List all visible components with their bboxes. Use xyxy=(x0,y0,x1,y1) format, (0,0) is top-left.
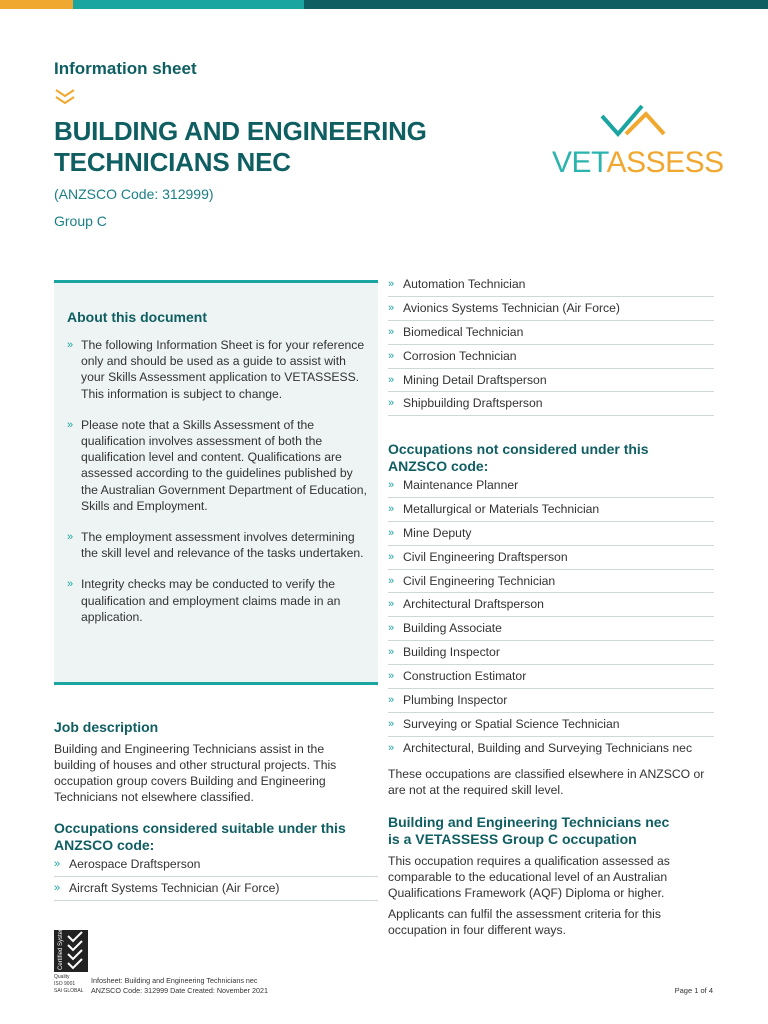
list-item: » Mining Detail Draftsperson xyxy=(388,369,714,393)
bullet-icon: » xyxy=(388,741,395,754)
job-text: Building and Engineering Technicians assist in the building of houses and other structural projects. This occupation group covers Building and Engineering Technicians not elsewhere classified. xyxy=(54,742,337,804)
top-bar-dark xyxy=(304,0,768,9)
group-c-para-2: Applicants can fulfil the assessment criteria for this occupation in four different ways. xyxy=(388,907,661,937)
list-item: » The following Information Sheet is for your reference only and should be used as a guide to assist with your Skills Assessment application to VETASSESS. This information is subject to change. xyxy=(67,338,365,401)
not-considered-heading: Occupations not considered under this ANZSCO code: xyxy=(388,441,649,474)
certified-system-mark xyxy=(54,930,88,972)
bullet-icon: » xyxy=(388,550,395,563)
info-sheet-label: Information sheet xyxy=(54,59,197,78)
bullet-icon: » xyxy=(388,622,395,635)
about-box xyxy=(54,280,378,685)
bullet-icon: » xyxy=(388,598,395,611)
job-heading: Job description xyxy=(54,719,159,735)
cert-quality: Quality xyxy=(54,974,70,980)
not-considered-note: These occupations are classified elsewhere in ANZSCO or are not at the required skill level. xyxy=(388,767,705,797)
bullet-icon: » xyxy=(67,578,74,591)
suitable-list-right xyxy=(388,273,714,416)
list-item: » Architectural, Building and Surveying Technicians nec xyxy=(388,737,714,761)
anzsco-code: (ANZSCO Code: 312999) xyxy=(54,186,214,202)
cert-iso: ISO 9001 xyxy=(54,981,76,987)
suitable-list-left xyxy=(54,853,378,901)
bullet-icon: » xyxy=(54,881,61,894)
bullet-icon: » xyxy=(388,694,395,707)
cert-sai: SAI GLOBAL xyxy=(54,988,84,994)
bullet-icon: » xyxy=(388,278,395,290)
top-bar-teal xyxy=(73,0,304,9)
logo-assess: ASSESS xyxy=(606,146,724,179)
title-line-1: BUILDING AND ENGINEERING xyxy=(54,116,427,146)
bullet-icon: » xyxy=(388,574,395,587)
logo-vet: VET xyxy=(552,146,607,179)
about-heading: About this document xyxy=(67,309,207,325)
vetassess-logo xyxy=(552,102,724,182)
bullet-icon: » xyxy=(388,301,395,314)
bullet-icon: » xyxy=(54,858,61,870)
chevron-down-icon xyxy=(54,88,76,106)
not-considered-list xyxy=(388,474,714,761)
list-item: » Surveying or Spatial Science Technician xyxy=(388,713,714,737)
certification-badge xyxy=(54,930,88,998)
bullet-icon: » xyxy=(388,373,395,386)
bullet-icon: » xyxy=(388,670,395,683)
bullet-icon: » xyxy=(388,397,395,410)
list-item: » Corrosion Technician xyxy=(388,345,714,369)
list-item: » Civil Engineering Technician xyxy=(388,570,714,594)
list-item: » Construction Estimator xyxy=(388,665,714,689)
list-item: » The employment assessment involves determining the skill level and relevance of the tasks undertaken. xyxy=(67,530,364,561)
bullet-icon: » xyxy=(67,339,74,351)
bullet-icon: » xyxy=(388,646,395,659)
about-list xyxy=(67,337,367,640)
cert-label-1: Certified System xyxy=(58,930,64,970)
bullet-icon: » xyxy=(388,526,395,539)
bullet-icon: » xyxy=(67,531,74,544)
list-item: » Biomedical Technician xyxy=(388,321,714,345)
bullet-icon: » xyxy=(67,418,74,431)
logo-wordmark xyxy=(552,146,724,180)
list-item: » Automation Technician xyxy=(388,273,714,297)
group-c-para-1: This occupation requires a qualification assessed as comparable to the educational level of an Australian Qualifications Framework (AQF) Diploma or higher. xyxy=(388,854,670,900)
footer-line-1: Infosheet: Building and Engineering Technicians nec xyxy=(91,976,258,985)
top-color-bar xyxy=(0,0,768,9)
list-item: » Civil Engineering Draftsperson xyxy=(388,546,714,570)
bullet-icon: » xyxy=(388,479,395,491)
page-number: Page 1 of 4 xyxy=(674,986,713,995)
list-item: » Aerospace Draftsperson xyxy=(54,853,378,877)
title-line-2: TECHNICIANS NEC xyxy=(54,147,291,177)
footer-line-2: ANZSCO Code: 312999 Date Created: November 2021 xyxy=(91,985,268,995)
checkmarks-icon xyxy=(54,930,88,972)
list-item: » Plumbing Inspector xyxy=(388,689,714,713)
footer xyxy=(91,976,268,995)
group-label: Group C xyxy=(54,213,107,229)
list-item: » Integrity checks may be conducted to verify the qualification and employment claims made in an application. xyxy=(67,577,341,624)
list-item: » Building Inspector xyxy=(388,641,714,665)
list-item: » Building Associate xyxy=(388,617,714,641)
list-item: » Shipbuilding Draftsperson xyxy=(388,392,714,416)
list-item: » Please note that a Skills Assessment of the qualification involves assessment of both the qualification level and content. Qualifications are assessed according to the guidelines published by the Australian Government Department of Education, Skills and Employment. xyxy=(67,417,367,513)
page-title xyxy=(54,116,427,178)
bullet-icon: » xyxy=(388,325,395,338)
top-bar-orange xyxy=(0,0,73,9)
group-c-heading: Building and Engineering Technicians nec is a VETASSESS Group C occupation xyxy=(388,814,670,847)
list-item: » Avionics Systems Technician (Air Force) xyxy=(388,297,714,321)
list-item: » Mine Deputy xyxy=(388,522,714,546)
bullet-icon: » xyxy=(388,502,395,515)
bullet-icon: » xyxy=(388,717,395,730)
bullet-icon: » xyxy=(388,349,395,362)
list-item: » Aircraft Systems Technician (Air Force) xyxy=(54,877,378,901)
list-item: » Metallurgical or Materials Technician xyxy=(388,498,714,522)
logo-mark-icon xyxy=(552,102,717,148)
list-item: » Maintenance Planner xyxy=(388,474,714,498)
suitable-heading: Occupations considered suitable under this ANZSCO code: xyxy=(54,820,346,853)
list-item: » Architectural Draftsperson xyxy=(388,593,714,617)
